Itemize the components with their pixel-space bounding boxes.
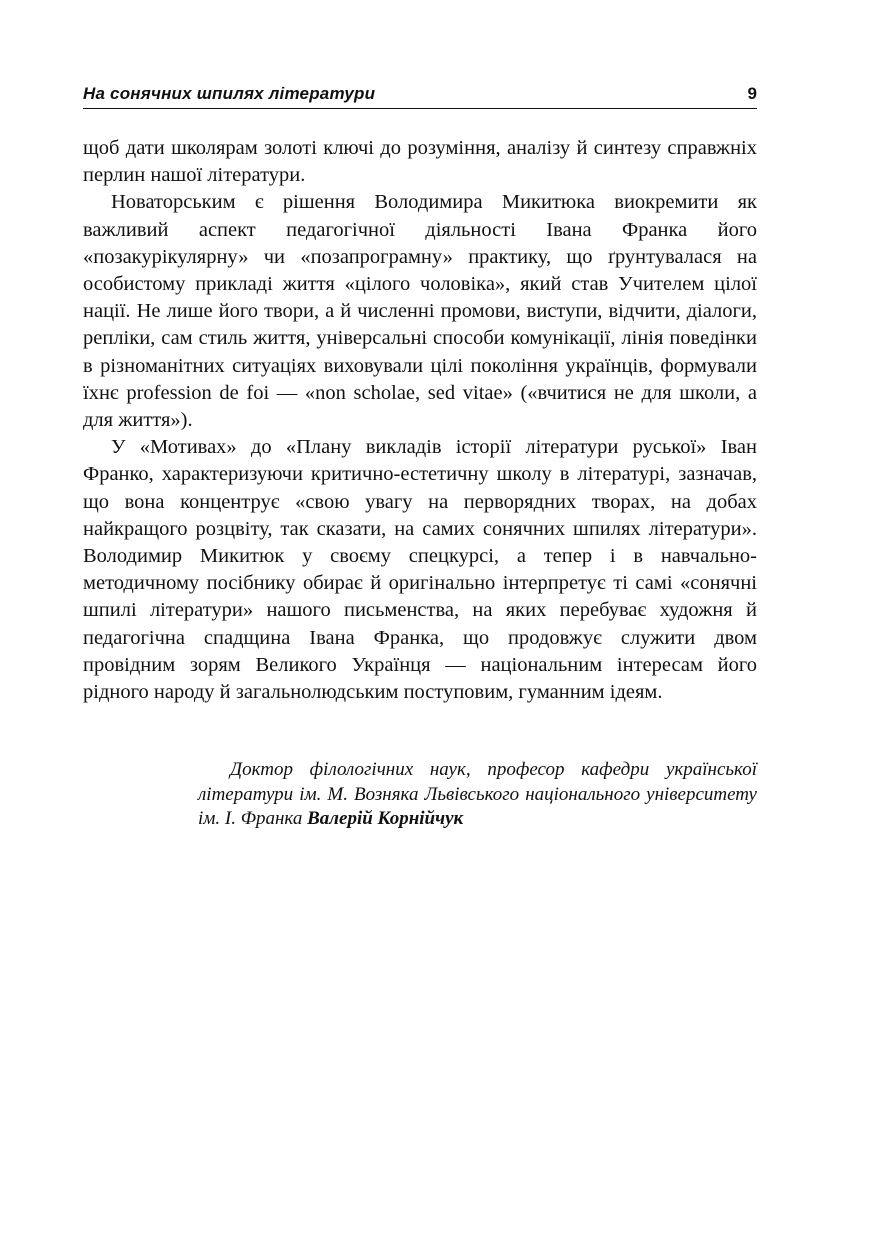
page-number: 9 — [747, 84, 757, 103]
signature-author-name: Валерій Корнійчук — [307, 808, 464, 830]
author-signature — [198, 758, 757, 832]
running-header — [83, 84, 757, 109]
main-text — [83, 135, 757, 706]
paragraph-motives: У «Мотивах» до «Плану викладів історії літератури руської» Іван Франко, характеризуючи критично-естетичну школу в літературі, зазначав, що вона концентрує «свою увагу на перворядних творах, на добах найкращого розцвіту, так сказати, на самих сонячних шпилях літератури». Володимир Микитюк у своєму спецкурсі, а тепер і в навчально-методичному посібнику обирає й оригінально інтерпретує ті самі «сонячні шпилі літератури» нашого письменства, на яких перебуває художня й педагогічна спадщина Івана Франка, що продовжує служити двом провідним зорям Великого Українця — національним інтересам його рідного народу й загальнолюдським поступовим, гуманним ідеям. — [83, 436, 757, 704]
running-title: На сонячних шпилях літератури — [83, 84, 376, 103]
signature-affiliation-block — [198, 758, 757, 832]
signature-affiliation: Доктор філологічних наук, професор кафедри української літератури ім. М. Возняка Львівського національного університету ім. І. Франка — [198, 759, 757, 830]
paragraph-innovation: Новаторським є рішення Володимира Микитюка виокремити як важливий аспект педагогічної діяльності Івана Франка його «позакурікулярну» чи «позапрограмну» практику, що ґрунтувалася на особистому прикладі життя «цілого чоловіка», який став Учителем цілої нації. Не лише його твори, а й численні промови, виступи, відчити, діалоги, репліки, сам стиль життя, універсальні способи комунікації, лінія поведінки в різноманітних ситуаціях виховували цілі покоління українців, формували їхнє profession de foi — «non scholae, sed vitae» («вчитися не для школи, а для життя»). — [83, 191, 757, 432]
book-page — [83, 84, 757, 832]
paragraph-continuation: щоб дати школярам золоті ключі до розуміння, аналізу й синтезу справжніх перлин нашої літератури. — [83, 137, 757, 187]
